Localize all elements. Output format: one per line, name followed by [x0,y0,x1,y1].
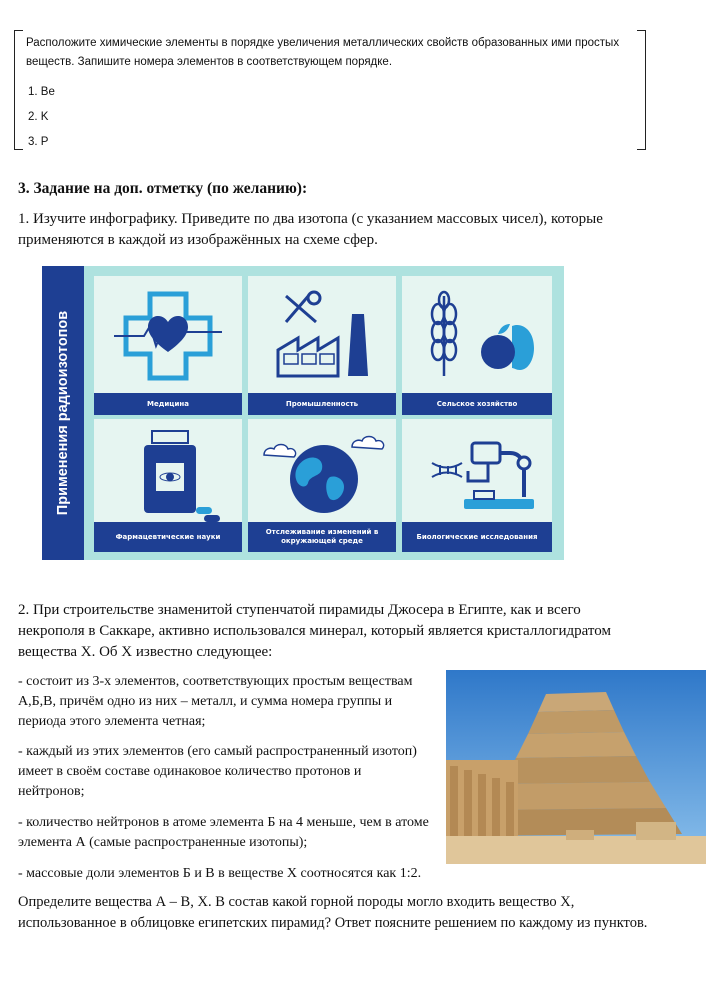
factory-tools-icon [248,276,396,392]
cell-agriculture [402,276,552,415]
cell-label-pharmaceutical: Фармацевтические науки [94,522,242,552]
cell-label-agriculture: Сельское хозяйство [402,393,552,415]
element-item-3: 3. P [28,136,49,148]
step-pyramid-photo [446,670,706,864]
medicine-bottle-icon [94,419,242,527]
cell-biology [402,419,552,552]
cell-industry [248,276,396,415]
cell-label-environment: Отслеживание изменений в окружающей среде [248,522,396,552]
task2-bullet-2: - каждый из этих элементов (его самый распространенный изотоп) имеет в своём составе одинаковое количество протонов и нейтронов; [18,744,417,799]
task2-bullet-3: - количество нейтронов в атоме элемента Б на 4 меньше, чем в атоме элемента А (самые распространенные изотопы); [18,815,429,850]
task3-item1: 1. Изучите инфографику. Приведите по два изотопа (с указанием массовых чисел), которые применяются в каждой из изображённых на схеме сфер. [18,211,603,248]
task2-intro: 2. При строительстве знаменитой ступенчатой пирамиды Джосера в Египте, как и всего некрополя в Саккаре, активно использовался минерал, который является кристаллогидратом вещества Х. Об Х известно следующее: [18,602,611,660]
elements-list [28,80,55,155]
cell-label-medicine: Медицина [94,393,242,415]
cell-label-biology: Биологические исследования [402,522,552,552]
cell-label-industry: Промышленность [248,393,396,415]
cell-pharmaceutical [94,419,242,552]
cell-medicine [94,276,242,415]
task3-heading: 3. Задание на доп. отметку (по желанию): [18,180,308,197]
medical-cross-heart-icon [94,276,242,392]
bracket-left [14,30,23,150]
microscope-dna-icon [402,419,552,527]
task2-bullet-1: - состоит из 3-х элементов, соответствующих простым веществам А,Б,В, причём одно из них – металл, и сумма номера группы и периода этого элемента четная; [18,674,413,729]
task2-bullet-4: - массовые доли элементов Б и В в веществе Х соотносятся как 1:2. [18,866,422,881]
globe-clouds-icon [248,419,396,527]
infographic-title: Применения радиоизотопов [55,310,71,516]
cell-environment [248,419,396,552]
elements-task-block [14,30,646,148]
task2-question: Определите вещества А – В, Х. В состав какой горной породы могло входить вещество Х, использованное в облицовке египетских пирамид? Ответ поясните решением по каждому из пунктов. [18,894,648,931]
radioisotopes-infographic [42,266,564,560]
wheat-fruit-icon [402,276,552,392]
pyramid-image [446,670,706,864]
element-item-1: 1. Be [28,86,55,98]
element-item-2: 2. K [28,111,49,123]
elements-instruction: Расположите химические элементы в порядке увеличения металлических свойств образованных ими простых веществ. Запишите номера элементов в соответствующем порядке. [26,37,620,68]
infographic-side-bar [42,266,84,560]
